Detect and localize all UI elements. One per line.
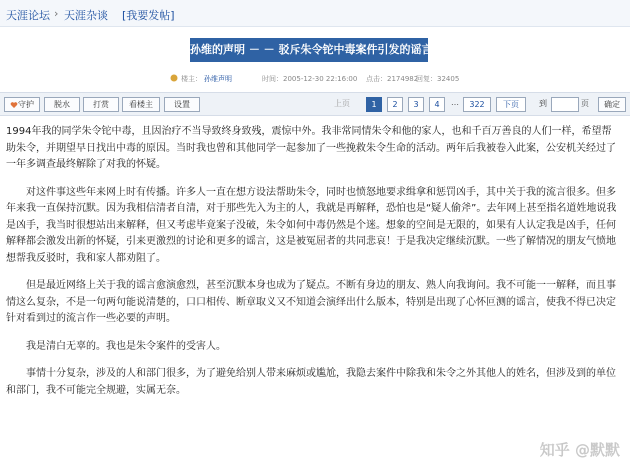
new-post-link[interactable]: [我要发帖] xyxy=(122,9,175,22)
breadcrumb-separator: › xyxy=(54,7,59,20)
tip-button[interactable]: 打赏 xyxy=(83,97,119,112)
post-content xyxy=(6,124,621,410)
guard-button[interactable]: 守护 xyxy=(4,97,40,112)
goto-page-input[interactable] xyxy=(551,97,579,112)
click-count: 点击：2174982 xyxy=(366,75,419,83)
goto-suffix: 页 xyxy=(581,99,589,108)
nav-link-tianya-forum[interactable]: 天涯论坛 xyxy=(6,9,50,22)
heart-icon xyxy=(10,101,18,109)
reply-count: 回复：32405 xyxy=(416,75,460,83)
post-paragraph: 我是清白无辜的。我也是朱令案件的受害人。 xyxy=(26,340,226,352)
view-op-button[interactable]: 看楼主 xyxy=(122,97,160,112)
settings-button[interactable]: 设置 xyxy=(164,97,200,112)
post-paragraph: 1994年我的同学朱令铊中毒，且因治疗不当导致终身致残，震惊中外。我非常同情朱令和他的家人，也和千百万善良的人们一样，希望帮助朱令，并期望早日找出中毒的原因。当时我也曾和其他同学一起参加了一些挽救朱令生命的活动。两年后我被卷入此案，公安机关经过了一年多调查最终解除了对我的怀疑。 xyxy=(6,126,616,170)
author-icon xyxy=(170,74,178,82)
post-paragraph: 事情十分复杂，涉及的人和部门很多，为了避免给别人带来麻烦或尴尬，我隐去案件中除我和朱令之外其他人的姓名，但涉及到的单位和部门，我不可能完全规避，实属无奈。 xyxy=(6,368,616,396)
goto-confirm-button[interactable]: 确定 xyxy=(598,97,626,112)
post-time: 时间：2005-12-30 22:16:00 xyxy=(262,75,358,83)
goto-label: 到 xyxy=(539,99,547,108)
post-paragraph: 但是最近网络上关于我的谣言愈演愈烈，甚至沉默本身也成为了疑点。不断有身边的朋友、熟人向我询问。我不可能一一解释，而且事情这么复杂，不是一句两句能说清楚的，口口相传、断章取义又不知道会演绎出什么版本，特别是出现了心怀叵测的谣言，使我不得已决定针对看到过的流言作一些必要的声明。 xyxy=(6,280,616,324)
author-label: 楼主： xyxy=(181,75,202,83)
next-page-button[interactable]: 下页 xyxy=(496,97,526,112)
prev-page-button[interactable]: 上页 xyxy=(334,99,350,108)
page-button-4[interactable]: 4 xyxy=(429,97,445,112)
post-title: 孙维的声明 － － 驳斥朱令铊中毒案件引发的谣言 xyxy=(190,38,428,62)
author-link[interactable]: 孙维声明 xyxy=(204,75,232,83)
page-ellipsis: … xyxy=(451,98,459,107)
dehydrate-button[interactable]: 脱水 xyxy=(44,97,80,112)
page-button-1[interactable]: 1 xyxy=(366,97,382,112)
page-button-3[interactable]: 3 xyxy=(408,97,424,112)
page-button-last[interactable]: 322 xyxy=(463,97,491,112)
post-toolbar xyxy=(0,92,630,116)
post-paragraph: 对这件事这些年来网上时有传播。许多人一直在想方设法帮助朱令，同时也愤怒地要求缉拿和惩罚凶手，其中关于我的流言很多。但多年来我一直保持沉默。因为我相信清者自清，对于那些先入为主的人，我就是再解释，恐怕也是“疑人偷斧”。去年网上甚至指名道姓地说我是凶手，我当时很想站出来解释，但又考虑毕竟案子没破，朱令如何中毒仍然是个迷。想象的空间是无限的，如果有人认定我是凶手，任何解释都会激发出新的怀疑，引来更激烈的讨论和更多的谣言，这是被冤屈者的共同悲哀！于是我决定继续沉默。一些了解情况的朋友气愤地想帮我反驳时，我和家人都劝阻了。 xyxy=(6,186,617,264)
breadcrumb xyxy=(0,0,630,27)
post-meta xyxy=(0,68,630,88)
page-button-2[interactable]: 2 xyxy=(387,97,403,112)
nav-link-tianya-zatan[interactable]: 天涯杂谈 xyxy=(64,9,108,22)
zhihu-watermark: 知乎 @默默 xyxy=(539,441,620,459)
